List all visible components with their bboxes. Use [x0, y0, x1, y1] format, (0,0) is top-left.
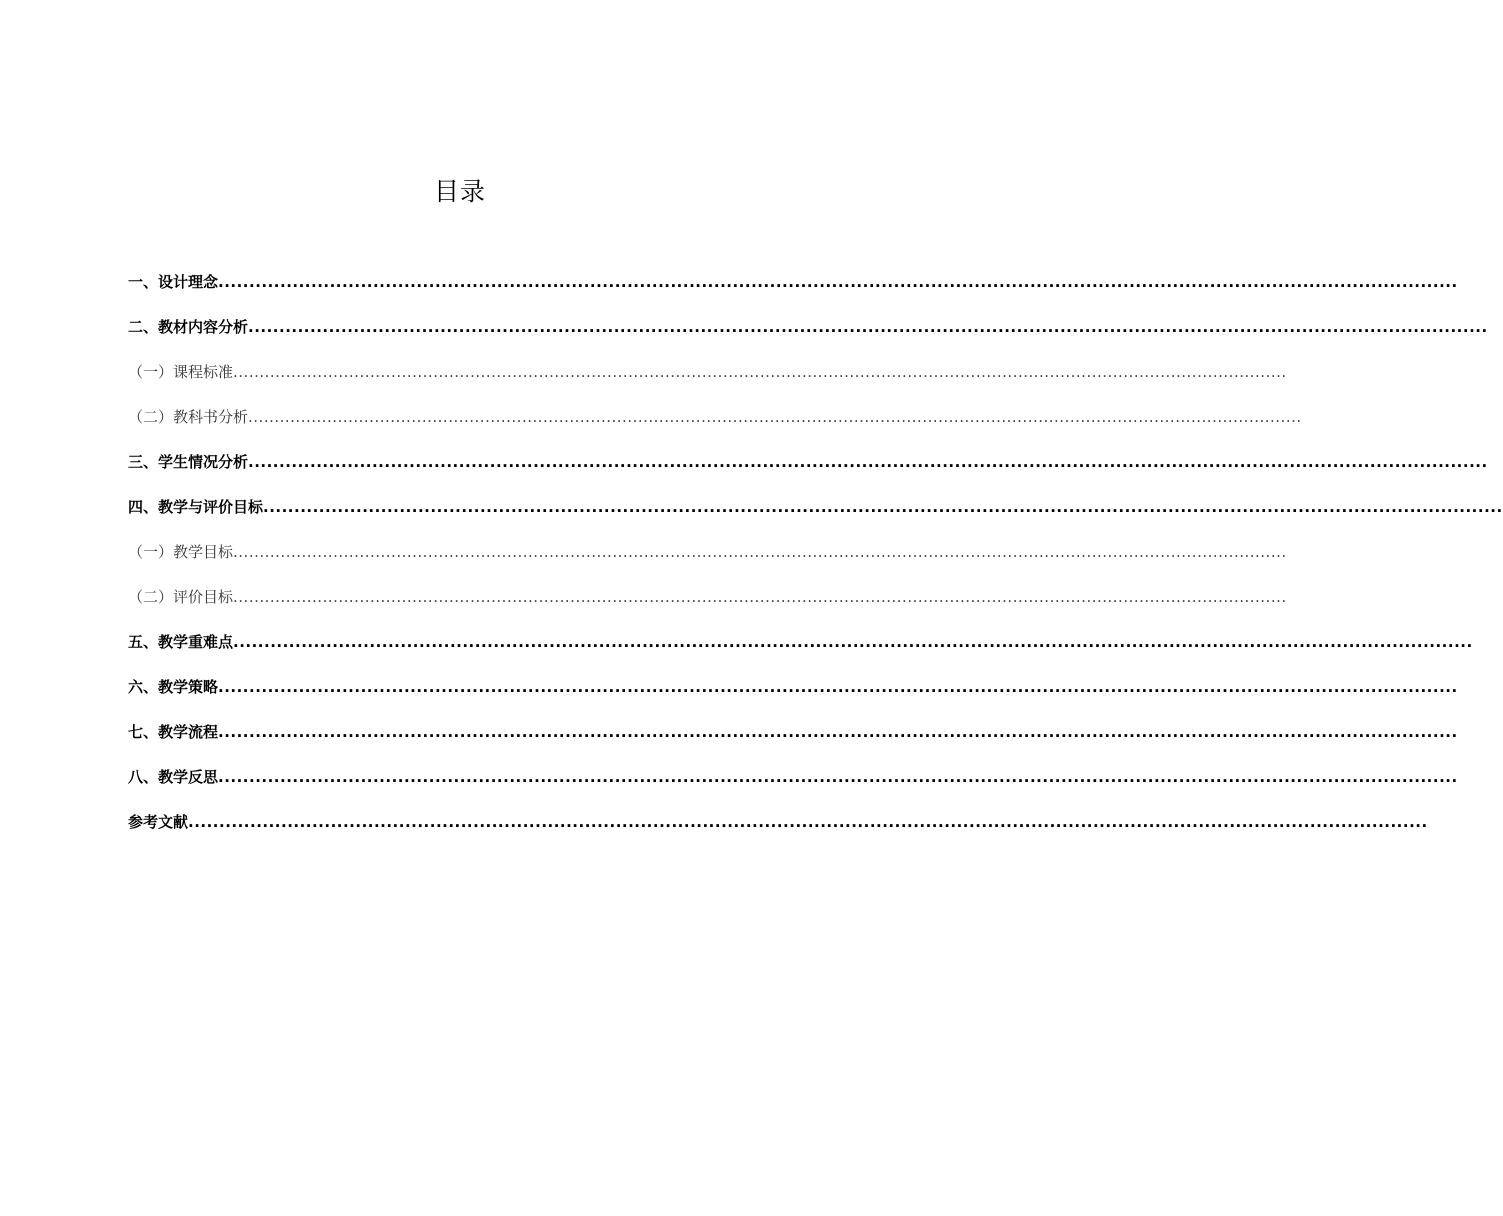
toc-entry-label: 六、教学策略	[128, 678, 219, 696]
dot-leader: ........................................................................................................................................................................................................	[233, 543, 1287, 561]
toc-entry[interactable]	[128, 448, 1488, 493]
dot-leader: ........................................................................................................................................................................................................	[233, 588, 1287, 606]
dot-leader: ........................................................................................................................................................................................................	[248, 318, 1488, 336]
toc-subentry-label: （一）课程标准	[128, 363, 234, 381]
dot-leader: ........................................................................................................................................................................................................	[233, 633, 1473, 651]
toc-entry-label: 八、教学反思	[128, 768, 219, 786]
toc-subentry[interactable]	[128, 403, 1302, 448]
dot-leader: ........................................................................................................................................................................................................	[218, 273, 1458, 291]
dot-leader: ........................................................................................................................................................................................................	[218, 768, 1458, 786]
toc-entry[interactable]	[128, 268, 1458, 313]
toc-subentry[interactable]	[128, 538, 1287, 583]
toc-entry[interactable]	[128, 763, 1458, 808]
toc-entry[interactable]	[128, 628, 1473, 673]
toc-entry-label: 参考文献	[128, 813, 189, 831]
toc-entry-label: 二、教材内容分析	[128, 318, 249, 336]
toc-entry-label: 七、教学流程	[128, 723, 219, 741]
toc-entry-label: 一、设计理念	[128, 273, 219, 291]
toc-entry-label: 五、教学重难点	[128, 633, 234, 651]
dot-leader: ........................................................................................................................................................................................................	[218, 723, 1458, 741]
toc-entry-label: 四、教学与评价目标	[128, 498, 264, 516]
page-title: 目录	[433, 177, 486, 206]
dot-leader: ........................................................................................................................................................................................................	[218, 678, 1458, 696]
toc-entry[interactable]	[128, 718, 1458, 763]
toc-entry-label: 三、学生情况分析	[128, 453, 249, 471]
toc-subentry[interactable]	[128, 358, 1287, 403]
dot-leader: ........................................................................................................................................................................................................	[248, 408, 1302, 426]
dot-leader: ........................................................................................................................................................................................................	[188, 813, 1428, 831]
toc-entry[interactable]	[128, 808, 1428, 853]
dot-leader: ........................................................................................................................................................................................................	[263, 498, 1503, 516]
dot-leader: ........................................................................................................................................................................................................	[233, 363, 1287, 381]
toc-subentry-label: （二）教科书分析	[128, 408, 249, 426]
toc-entry[interactable]	[128, 493, 1503, 538]
table-of-contents	[128, 268, 1503, 853]
toc-subentry[interactable]	[128, 583, 1287, 628]
toc-subentry-label: （二）评价目标	[128, 588, 234, 606]
toc-entry[interactable]	[128, 673, 1458, 718]
dot-leader: ........................................................................................................................................................................................................	[248, 453, 1488, 471]
toc-entry[interactable]	[128, 313, 1488, 358]
toc-subentry-label: （一）教学目标	[128, 543, 234, 561]
